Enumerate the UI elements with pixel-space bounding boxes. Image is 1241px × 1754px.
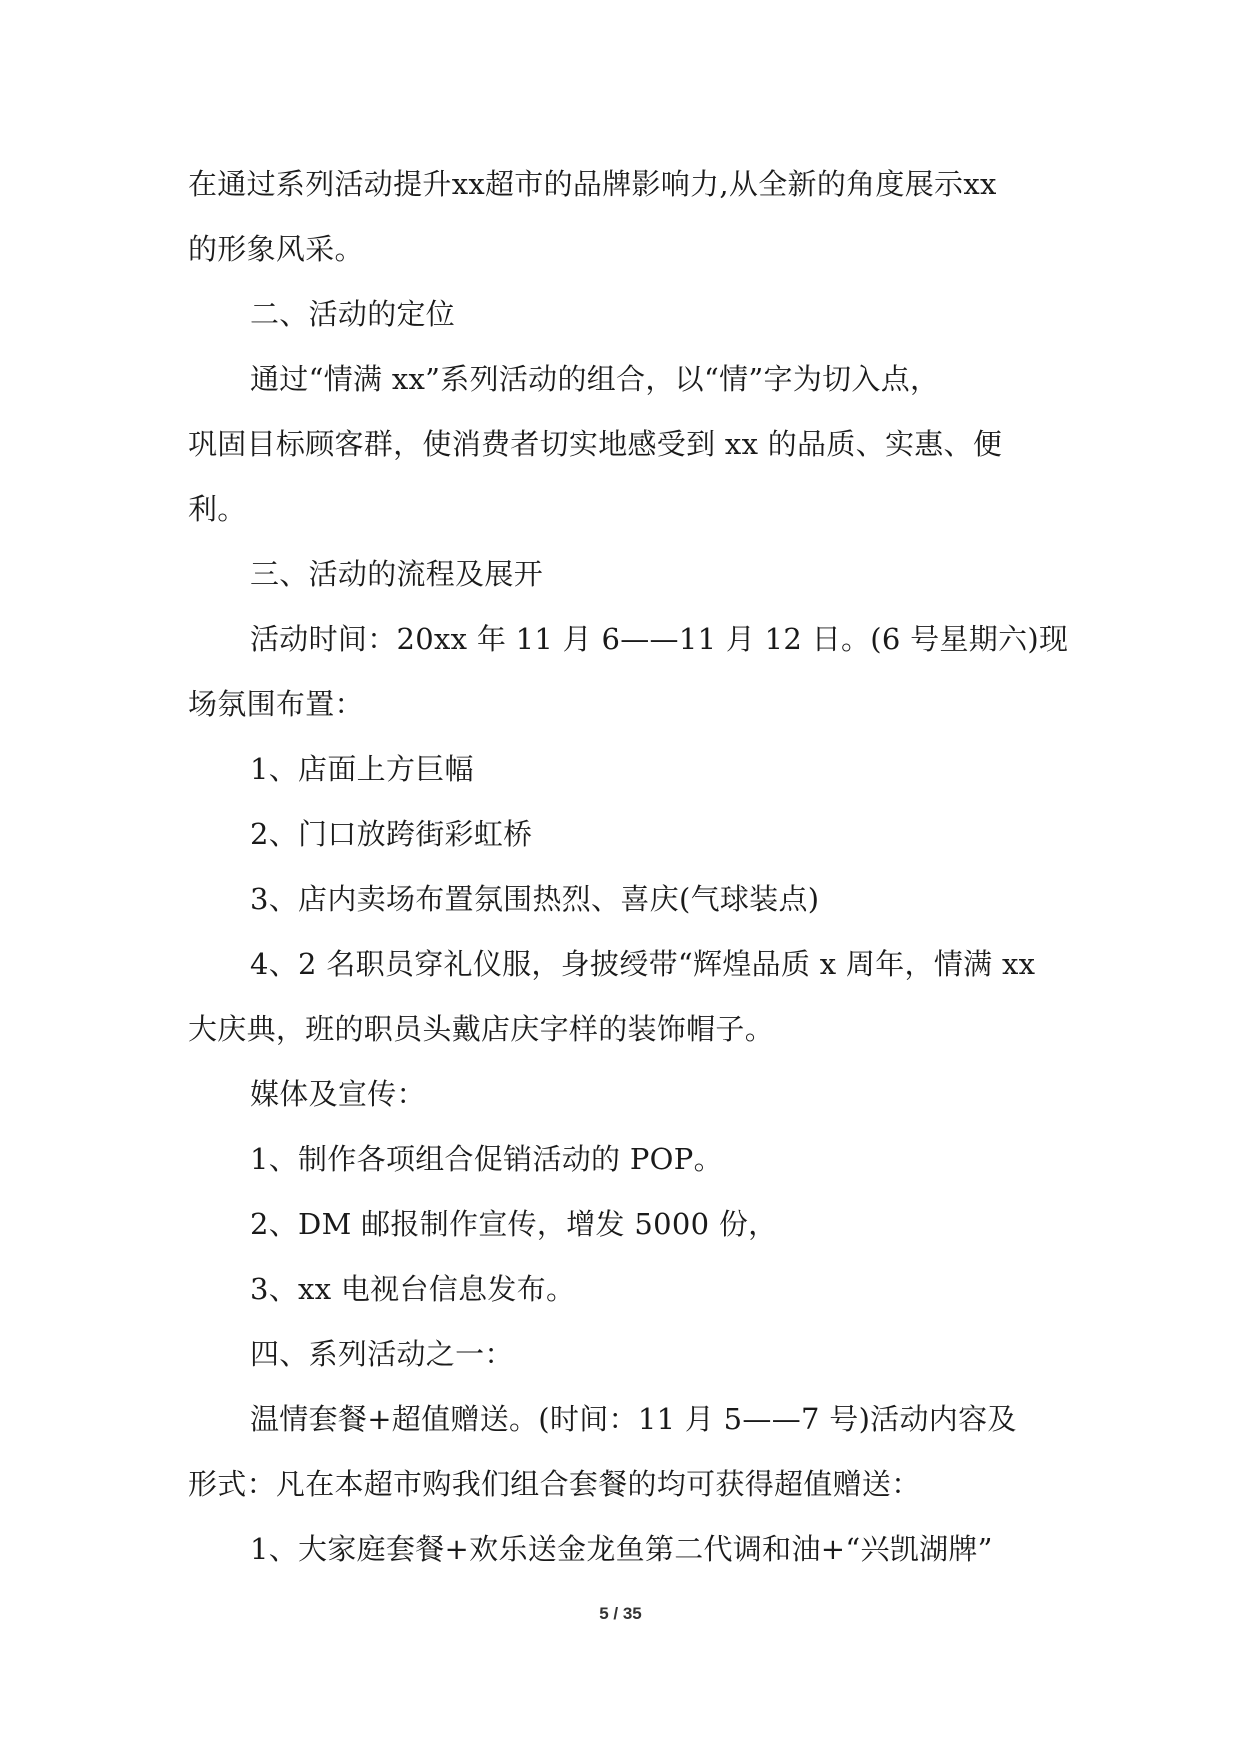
text-line: 大庆典，班的职员头戴店庆字样的装饰帽子。: [188, 1012, 775, 1046]
text-line: 2、DM 邮报制作宣传，增发 5000 份，: [250, 1207, 778, 1241]
text-line: 二、活动的定位: [250, 297, 456, 331]
text-line: 2、门口放跨街彩虹桥: [250, 817, 533, 851]
text-line: 温情套餐+超值赠送。(时间：11 月 5——7 号)活动内容及: [250, 1402, 1017, 1436]
page-number: 5 / 35: [599, 1604, 642, 1623]
text-line: 形式：凡在本超市购我们组合套餐的均可获得超值赠送：: [188, 1467, 921, 1501]
text-line: 三、活动的流程及展开: [250, 557, 544, 591]
text-line: 4、2 名职员穿礼仪服，身披绶带“辉煌品质 x 周年，情满 xx: [250, 947, 1036, 981]
text-line: 3、xx 电视台信息发布。: [250, 1272, 576, 1306]
text-line: 在通过系列活动提升xx超市的品牌影响力,从全新的角度展示xx: [188, 167, 997, 201]
text-line: 利。: [188, 492, 247, 526]
text-line: 的形象风采。: [188, 232, 364, 266]
text-line: 场氛围布置：: [188, 687, 364, 721]
text-line: 1、店面上方巨幅: [250, 752, 474, 786]
text-line: 1、制作各项组合促销活动的 POP。: [250, 1142, 723, 1176]
text-line: 通过“情满 xx”系列活动的组合，以“情”字为切入点，: [250, 362, 940, 396]
text-line: 活动时间：20xx 年 11 月 6——11 月 12 日。(6 号星期六)现: [250, 622, 1069, 656]
document-body: [188, 152, 1069, 1582]
text-line: 1、大家庭套餐+欢乐送金龙鱼第二代调和油+“兴凯湖牌”: [250, 1532, 993, 1566]
text-line: 媒体及宣传：: [250, 1077, 426, 1111]
text-line: 四、系列活动之一：: [250, 1337, 514, 1371]
text-line: 巩固目标顾客群，使消费者切实地感受到 xx 的品质、实惠、便: [188, 427, 1003, 461]
text-line: 3、店内卖场布置氛围热烈、喜庆(气球装点): [250, 882, 820, 916]
